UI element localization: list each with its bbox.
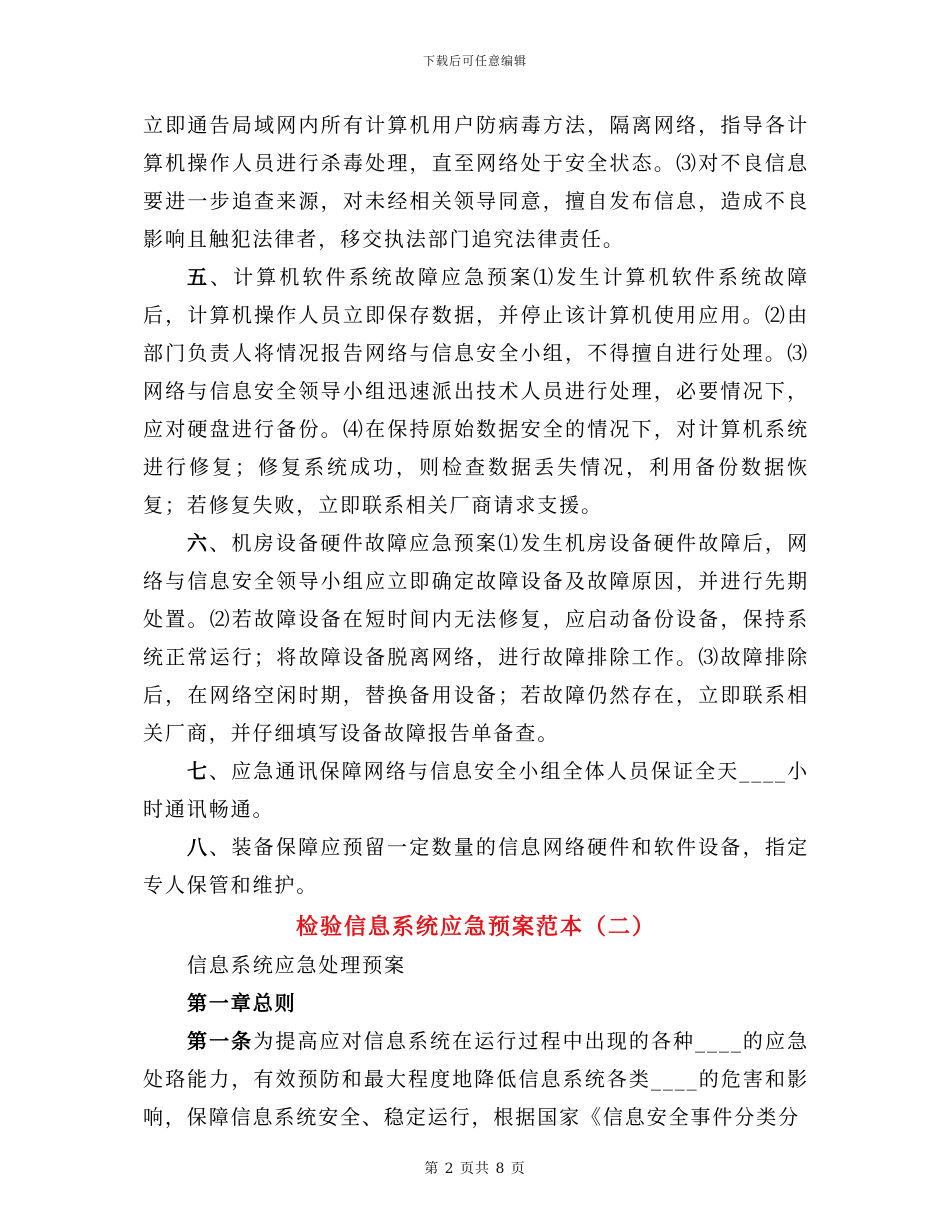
paragraph-section-8 — [143, 828, 809, 904]
page-footer: 第 2 页共 8 页 — [424, 1161, 526, 1177]
section-subtitle: 信息系统应急处理预案 — [187, 953, 406, 977]
article-1-text: 为提高应对信息系统在运行过程中出现的各种____的应急处珞能力，有效预防和最大程度地降低信息系统各类____的危害和影响，保障信息系统安全、稳定运行，根据国家《信息安全事件分类分 — [143, 1029, 809, 1129]
paragraph-article-1 — [143, 1022, 809, 1136]
section-7-text: 、应急通讯保障网络与信息安全小组全体人员保证全天____小时通讯畅通。 — [143, 759, 809, 821]
chapter-heading: 第一章总则 — [187, 991, 297, 1015]
section-number-5: 五 — [187, 265, 211, 289]
document-section-title: 检验信息系统应急预案范本（二） — [295, 914, 656, 940]
section-5-text: 、计算机软件系统故障应急预案⑴发生计算机软件系统故障后，计算机操作人员立即保存数据，并停止该计算机使用应用。⑵由部门负责人将情况报告网络与信息安全小组，不得擅自进行处理。⑶网络与信息安全领导小组迅速派出技术人员进行处理，必要情况下，应对硬盘进行备份。⑷在保持原始数据安全的情况下，对计算机系统进行修复；修复系统成功，则检查数据丢失情况，利用备份数据恢复；若修复失败，立即联系相关厂商请求支援。 — [143, 265, 810, 517]
section-8-text: 、装备保障应预留一定数量的信息网络硬件和软件设备，指定专人保管和维护。 — [143, 835, 809, 897]
paragraph-section-5 — [143, 258, 809, 524]
paragraph-section-6 — [143, 524, 809, 752]
section-6-text: 、机房设备硬件故障应急预案⑴发生机房设备硬件故障后，网络与信息安全领导小组应立即确定故障设备及故障原因，并进行先期处置。⑵若故障设备在短时间内无法修复，应启动备份设备，保持系统正常运行；将故障设备脱离网络，进行故障排除工作。⑶故障排除后，在网络空闲时期，替换备用设备；若故障仍然存在，立即联系相关厂商，并仔细填写设备故障报告单备查。 — [143, 531, 809, 745]
paragraph-continuation: 立即通告局域网内所有计算机用户防病毒方法，隔离网络，指导各计算机操作人员进行杀毒处理，直至网络处于安全状态。⑶对不良信息要进一步追查来源，对未经相关领导同意，擅自发布信息，造成不良影响且触犯法律者，移交执法部门追究法律责任。 — [143, 113, 809, 251]
page-header: 下载后可任意编辑 — [422, 54, 527, 68]
section-number-6: 六 — [187, 531, 210, 555]
section-number-8: 八 — [187, 835, 210, 859]
paragraph-section-7 — [143, 752, 809, 828]
document-body — [143, 106, 809, 1136]
article-number-1: 第一条 — [187, 1029, 254, 1053]
section-number-7: 七 — [187, 759, 210, 783]
